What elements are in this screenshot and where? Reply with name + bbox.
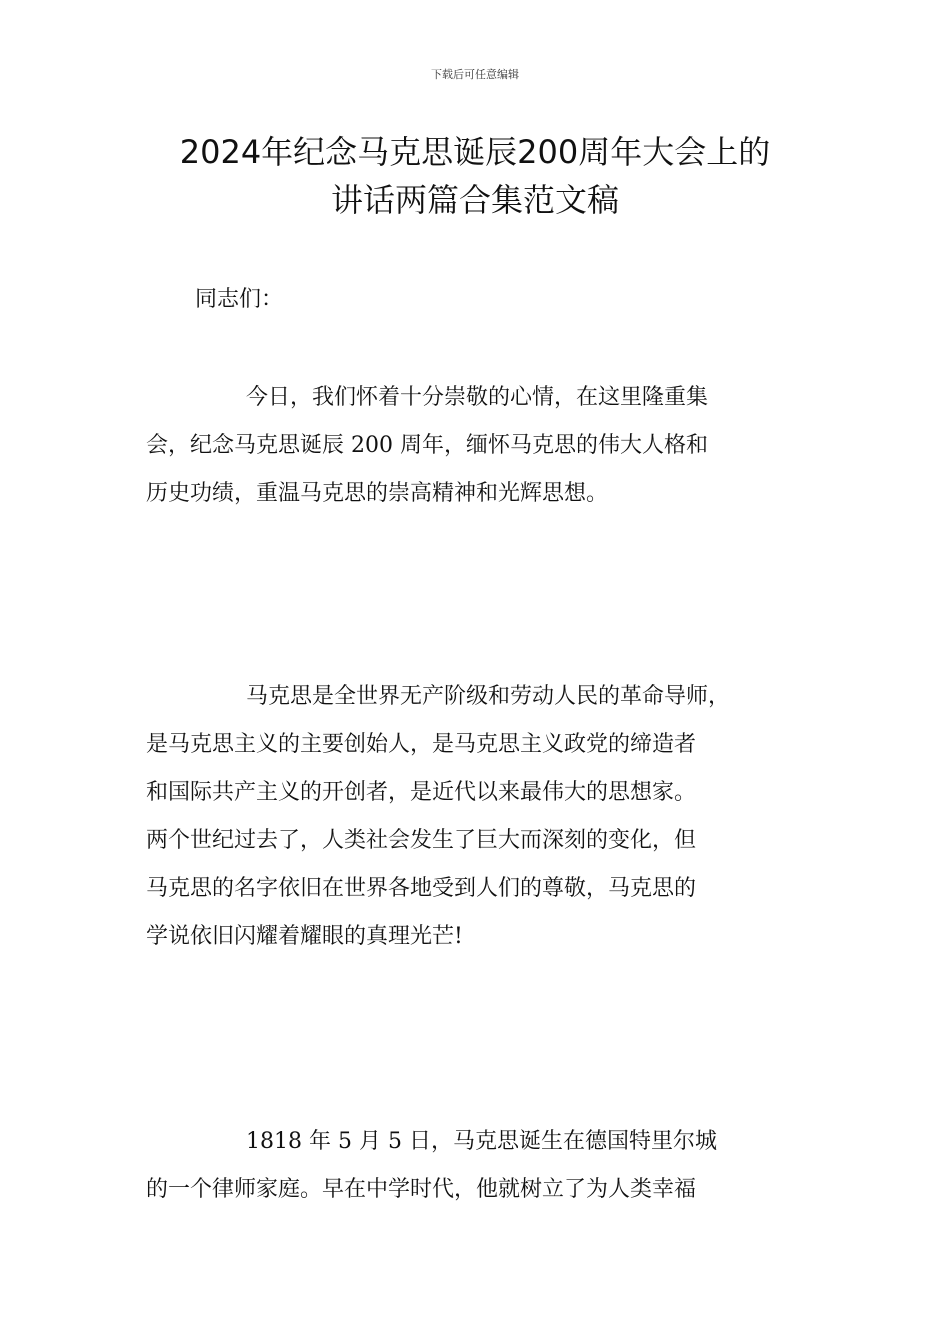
- salutation: 同志们：: [195, 287, 284, 312]
- paragraph-line: 1818 年 5 月 5 日，马克思诞生在德国特里尔城: [246, 1129, 717, 1154]
- paragraph-1: [146, 374, 816, 518]
- paragraph-line: 会，纪念马克思诞辰 200 周年，缅怀马克思的伟大人格和: [146, 433, 708, 458]
- paragraph-line: 是马克思主义的主要创始人，是马克思主义政党的缔造者: [146, 732, 697, 757]
- paragraph-line: 今日，我们怀着十分崇敬的心情，在这里隆重集: [246, 385, 709, 410]
- paragraph-line: 马克思是全世界无产阶级和劳动人民的革命导师，: [246, 684, 731, 709]
- page-header-note: 下载后可任意编辑: [431, 68, 519, 81]
- paragraph-line: 历史功绩，重温马克思的崇高精神和光辉思想。: [146, 481, 609, 506]
- paragraph-line: 的一个律师家庭。早在中学时代，他就树立了为人类幸福: [146, 1177, 697, 1202]
- document-title: [100, 128, 850, 224]
- paragraph-2: [146, 673, 816, 961]
- paragraph-line: 和国际共产主义的开创者，是近代以来最伟大的思想家。: [146, 780, 697, 805]
- paragraph-3: [146, 1118, 816, 1214]
- title-line-2: 讲话两篇合集范文稿: [330, 181, 619, 219]
- paragraph-line: 马克思的名字依旧在世界各地受到人们的尊敬，马克思的: [146, 876, 697, 901]
- paragraph-line: 两个世纪过去了，人类社会发生了巨大而深刻的变化，但: [146, 828, 697, 853]
- title-line-1: 2024年纪念马克思诞辰200周年大会上的: [179, 133, 771, 171]
- paragraph-line: 学说依旧闪耀着耀眼的真理光芒!: [146, 924, 463, 949]
